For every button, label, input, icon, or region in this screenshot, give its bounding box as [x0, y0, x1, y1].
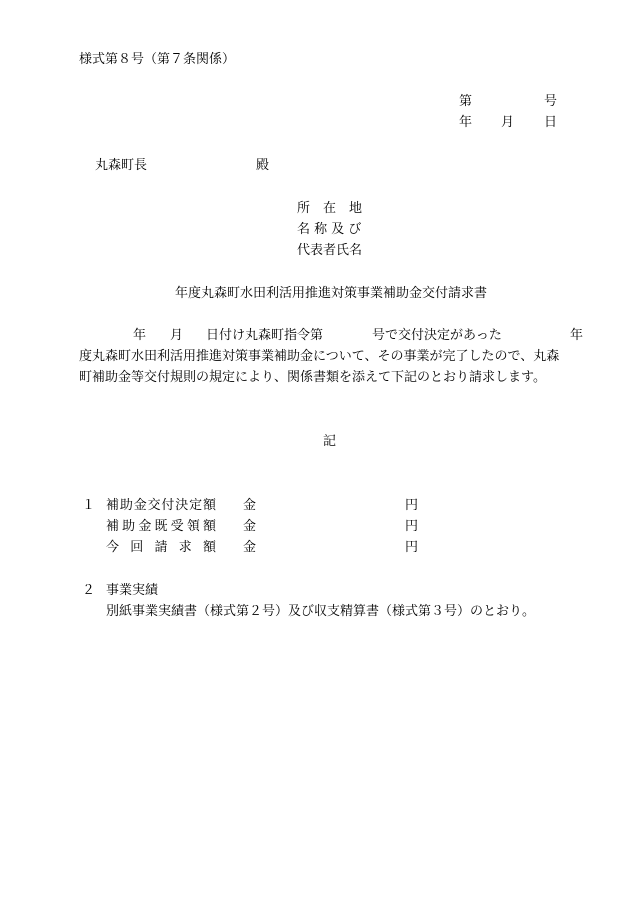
date-month: 月 — [501, 115, 515, 130]
amount-row-yen: 円 — [405, 519, 419, 534]
ki-heading: 記 — [323, 434, 337, 449]
applicant-rep-label: 代表者氏名 — [297, 243, 363, 258]
amount-row-label: 補助金既受領額 — [106, 519, 216, 534]
amount-row-kin: 金 — [243, 540, 257, 555]
body-year2: 年 — [570, 328, 584, 343]
body-line-3: 町補助金等交付規則の規定により、関係書類を添えて下記のとおり請求します。 — [79, 370, 546, 385]
date-year: 年 — [459, 115, 473, 130]
body-date-phrase: 日付け丸森町指令第 — [206, 328, 324, 343]
document-title: 年度丸森町水田利活用推進対策事業補助金交付請求書 — [175, 286, 488, 301]
amount-row-label: 補助金交付決定額 — [106, 498, 216, 513]
addressee-honorific: 殿 — [256, 158, 270, 173]
applicant-address-label: 所 在 地 — [297, 201, 363, 216]
number-dai: 第 — [459, 94, 473, 109]
applicant-name-label: 名 称 及 び — [297, 222, 362, 237]
date-day: 日 — [544, 115, 558, 130]
section-2-number: ２ — [82, 583, 96, 598]
amount-row-label: 今回請求額 — [106, 540, 216, 555]
addressee-name: 丸森町長 — [95, 158, 148, 173]
section-1-number: １ — [82, 498, 96, 513]
section-2-text: 別紙事業実績書（様式第２号）及び収支精算書（様式第３号）のとおり。 — [106, 604, 536, 619]
form-label: 様式第８号（第７条関係） — [79, 52, 236, 67]
section-2-heading: 事業実績 — [106, 583, 159, 598]
amount-row-kin: 金 — [243, 519, 257, 534]
body-line-2: 度丸森町水田利活用推進対策事業補助金について、その事業が完了したので、丸森 — [79, 349, 560, 364]
body-month: 月 — [170, 328, 184, 343]
amount-row-kin: 金 — [243, 498, 257, 513]
amount-row-yen: 円 — [405, 498, 419, 513]
body-decision: 号で交付決定があった — [372, 328, 502, 343]
number-go: 号 — [544, 94, 558, 109]
amount-row-yen: 円 — [405, 540, 419, 555]
body-year: 年 — [133, 328, 147, 343]
